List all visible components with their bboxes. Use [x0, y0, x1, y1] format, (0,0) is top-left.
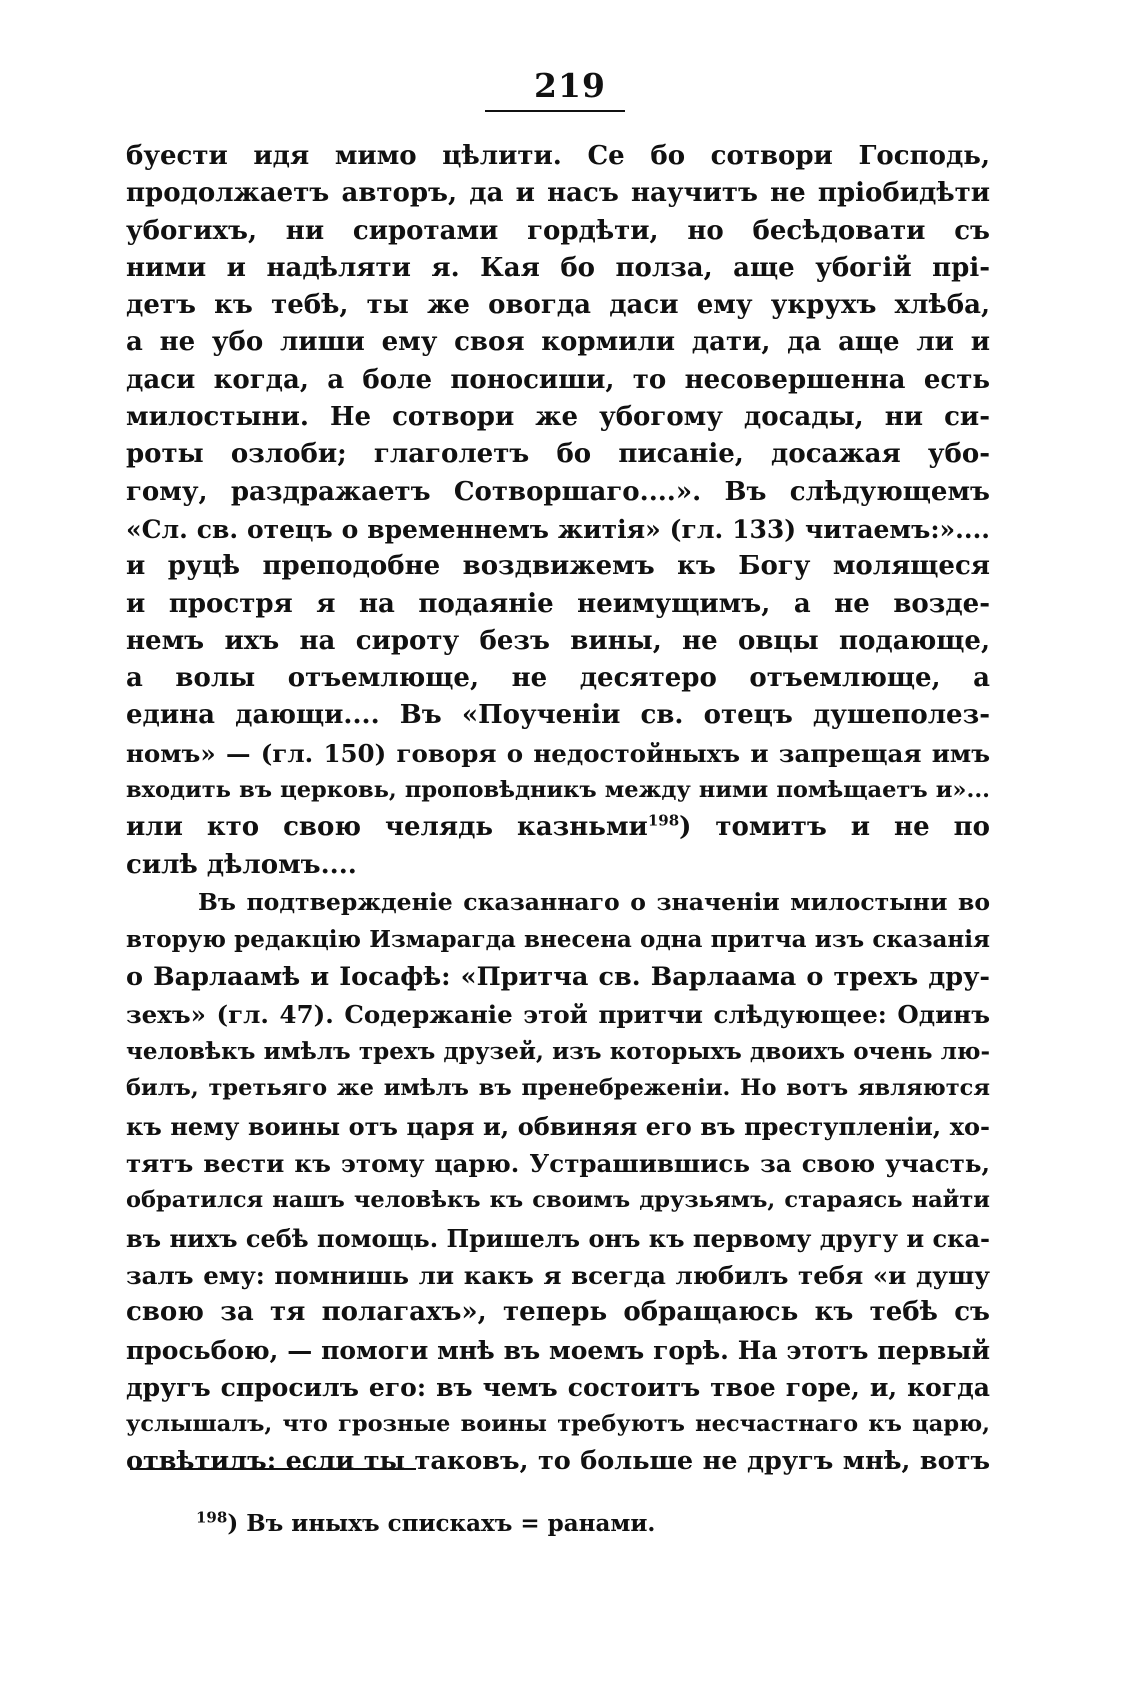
text-line: въ нихъ себѣ помощь. Пришелъ онъ къ первому другу и ска- [126, 1223, 990, 1253]
text-line: отвѣтилъ: если ты таковъ, то больше не другъ мнѣ, вотъ [126, 1446, 990, 1477]
text-line: Въ подтвержденіе сказаннаго о значеніи милостыни во [198, 887, 990, 916]
text-line: входить въ церковь, проповѣдникъ между ними помѣщаетъ и»... [126, 777, 990, 804]
footnote-divider [130, 1468, 416, 1470]
text-line-with-footnote-ref [126, 809, 990, 846]
text-line: гому, раздражаетъ Сотворшаго....». Въ слѣдующемъ [126, 476, 990, 507]
text-line: номъ» — (гл. 150) говоря о недостойныхъ и запрещая имъ [126, 738, 990, 768]
footnote-marker: 198 [196, 1508, 228, 1527]
footnote [196, 1510, 655, 1537]
text-line: другъ спросилъ его: въ чемъ состоитъ твое горе, и, когда [126, 1372, 990, 1402]
text-line: немъ ихъ на сироту безъ вины, не овцы подающе, [126, 625, 990, 656]
text-line: услышалъ, что грозные воины требуютъ несчастнаго къ царю, [126, 1411, 990, 1438]
text-line: и руцѣ преподобне воздвижемъ къ Богу молящеся [126, 551, 990, 582]
text-line: и простря я на подаяніе неимущимъ, а не возде- [126, 588, 990, 619]
text-line: а волы отъемлюще, не десятеро отъемлюще, а [126, 663, 990, 694]
text-line: свою за тя полагахъ», теперь обращаюсь къ тебѣ съ [126, 1297, 990, 1328]
text-line: «Сл. св. отецъ о временнемъ житія» (гл. 133) читаемъ:».... [126, 514, 990, 544]
text-line: буести идя мимо цѣлити. Се бо сотвори Господь, [126, 141, 990, 171]
text-line: убогихъ, ни сиротами гордѣти, но бесѣдовати съ [126, 215, 990, 246]
footnote-text: ) Въ иныхъ спискахъ = ранами. [227, 1510, 656, 1537]
text-line: билъ, третьяго же имѣлъ въ пренебреженіи. Но вотъ являются [126, 1075, 990, 1102]
text-line: о Варлаамѣ и Іосафѣ: «Притча св. Варлаама о трехъ дру- [126, 961, 990, 992]
footnote-reference: 198 [647, 811, 680, 830]
text-line: детъ къ тебѣ, ты же овогда даси ему укрухъ хлѣба, [126, 290, 990, 321]
text-line: даси когда, а боле поносиши, то несовершенна есть [126, 364, 990, 395]
text-line: а не убо лиши ему своя кормили дати, да аще ли и [126, 327, 990, 358]
text-line: продолжаетъ авторъ, да и насъ научитъ не пріобидѣти [126, 178, 990, 209]
text-span: или кто свою челядь казньми [126, 812, 648, 843]
text-line: зехъ» (гл. 47). Содержаніе этой притчи слѣдующее: Одинъ [126, 999, 990, 1029]
text-line: силѣ дѣломъ.... [126, 849, 357, 880]
text-line: ними и надѣляти я. Кая бо полза, аще убогій прі- [126, 252, 990, 283]
text-line: едина дающи.... Въ «Поученіи св. отецъ душеполез- [126, 700, 990, 731]
text-line: роты озлоби; глаголетъ бо писаніе, досажая убо- [126, 439, 990, 470]
body-text [126, 138, 990, 1481]
page-number: 219 [534, 66, 606, 105]
text-line: тятъ вести къ этому царю. Устрашившись за свою участь, [126, 1149, 990, 1179]
text-line: залъ ему: помнишь ли какъ я всегда любилъ тебя «и душу [126, 1260, 990, 1290]
text-line: къ нему воины отъ царя и, обвиняя его въ преступленіи, хо- [126, 1111, 990, 1141]
text-span: ) томитъ и не по [679, 812, 990, 843]
text-line: обратился нашъ человѣкъ къ своимъ друзьямъ, стараясь найти [126, 1187, 990, 1214]
text-line: человѣкъ имѣлъ трехъ друзей, изъ которыхъ двоихъ очень лю- [126, 1038, 990, 1066]
text-line: просьбою, — помоги мнѣ въ моемъ горѣ. На этотъ первый [126, 1335, 990, 1365]
paragraph-1 [126, 138, 990, 884]
text-line: вторую редакцію Измарагда внесена одна притча изъ сказанія [126, 926, 990, 954]
text-line: милостыни. Не сотвори же убогому досады, ни си- [126, 402, 990, 433]
paragraph-2 [126, 884, 990, 1481]
header-rule [485, 110, 625, 112]
